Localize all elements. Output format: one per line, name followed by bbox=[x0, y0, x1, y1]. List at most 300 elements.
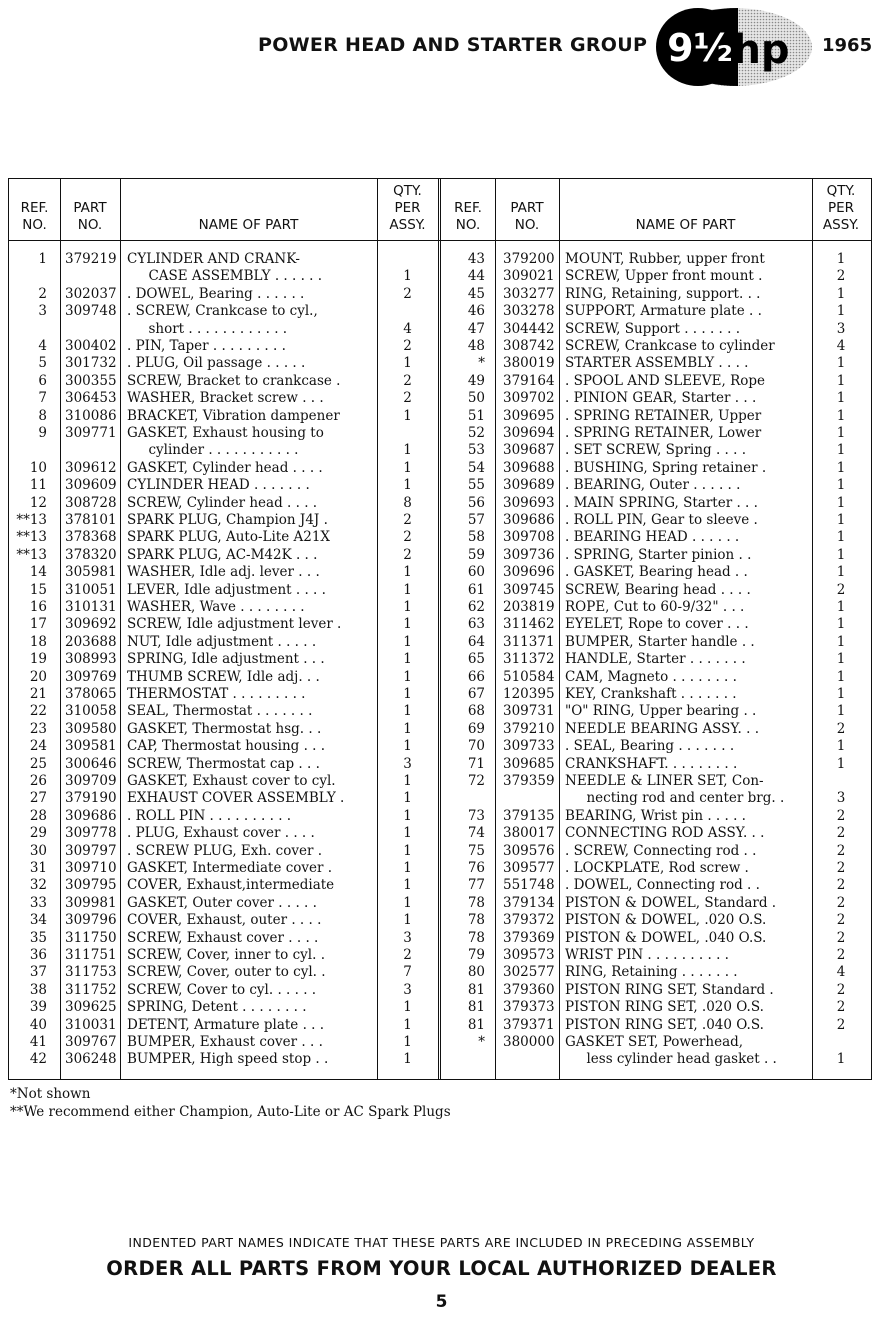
cell-part: 378320 bbox=[65, 546, 117, 563]
footnote-not-shown: *Not shown bbox=[10, 1086, 91, 1102]
cell-ref: 68 bbox=[467, 703, 485, 720]
cell-qty: 1 bbox=[403, 564, 412, 581]
cell-part: 380019 bbox=[503, 355, 555, 372]
col-header-ref: REF. NO. bbox=[20, 200, 49, 233]
cell-part: 310086 bbox=[65, 407, 117, 424]
cell-name: BEARING, Wrist pin . . . . . bbox=[565, 807, 746, 824]
table-row bbox=[9, 912, 870, 929]
cell-name: . BUSHING, Spring retainer . bbox=[565, 459, 767, 476]
cell-qty: 2 bbox=[836, 929, 846, 946]
cell-ref: 38 bbox=[29, 981, 47, 998]
cell-qty: 1 bbox=[403, 825, 412, 842]
table-row bbox=[9, 547, 870, 564]
cell-qty: 1 bbox=[403, 790, 412, 807]
table-row bbox=[9, 477, 870, 494]
cell-qty: 1 bbox=[403, 720, 412, 737]
table-row bbox=[9, 460, 870, 477]
cell-part: 379369 bbox=[503, 929, 555, 946]
cell-ref: 67 bbox=[467, 686, 485, 702]
cell-name: SCREW, Bracket to crankcase . bbox=[127, 372, 341, 389]
cell-name: BUMPER, High speed stop . . bbox=[127, 1051, 329, 1068]
cell-name: SPRING, Detent . . . . . . . . bbox=[127, 999, 307, 1016]
cell-qty: 1 bbox=[836, 459, 846, 476]
cell-name: "O" RING, Upper bearing . . bbox=[565, 703, 757, 720]
table-row bbox=[9, 877, 870, 894]
cell-qty: 2 bbox=[403, 512, 412, 528]
col-header-qty-right: QTY. PER ASSY. bbox=[822, 183, 860, 233]
cell-part: 379360 bbox=[503, 981, 555, 998]
cell-ref: 21 bbox=[29, 686, 47, 702]
cell-name: NUT, Idle adjustment . . . . . bbox=[127, 633, 317, 650]
col-header-name-right: NAME OF PART bbox=[635, 217, 736, 233]
cell-part: 308993 bbox=[65, 651, 117, 668]
cell-part: 309797 bbox=[65, 842, 117, 859]
cell-qty: 8 bbox=[403, 494, 412, 511]
cell-name: SPARK PLUG, Champion J4J . bbox=[127, 512, 328, 528]
cell-ref: 69 bbox=[467, 720, 485, 737]
table-row bbox=[9, 425, 870, 442]
cell-ref: **13 bbox=[16, 529, 47, 546]
cell-ref: 78 bbox=[467, 912, 485, 929]
cell-ref: 4 bbox=[38, 338, 47, 354]
cell-qty: 1 bbox=[403, 1051, 412, 1068]
cell-qty: 2 bbox=[836, 981, 846, 998]
table-row bbox=[9, 408, 870, 425]
cell-name: . MAIN SPRING, Starter . . . bbox=[565, 494, 758, 511]
cell-ref: 41 bbox=[29, 1034, 47, 1050]
cell-qty: 1 bbox=[836, 616, 846, 633]
table-row bbox=[9, 721, 870, 738]
cell-name: . PLUG, Exhaust cover . . . . bbox=[127, 825, 315, 842]
cell-part: 300355 bbox=[65, 372, 117, 389]
group-title: POWER HEAD AND STARTER GROUP bbox=[258, 34, 648, 56]
cell-qty: 1 bbox=[403, 1016, 412, 1033]
cell-ref: 18 bbox=[29, 633, 47, 650]
cell-part: 510584 bbox=[503, 668, 555, 685]
cell-name: . LOCKPLATE, Rod screw . bbox=[565, 860, 749, 876]
page-number: 5 bbox=[435, 1292, 448, 1312]
cell-ref: 54 bbox=[467, 459, 485, 476]
cell-ref: 51 bbox=[467, 407, 485, 424]
cell-ref: 45 bbox=[467, 285, 485, 302]
cell-qty: 2 bbox=[403, 947, 412, 963]
table-row bbox=[9, 808, 870, 825]
cell-ref: 39 bbox=[29, 999, 47, 1016]
cell-part: 309695 bbox=[503, 407, 555, 424]
cell-qty: 1 bbox=[403, 442, 412, 459]
cell-part: 309688 bbox=[503, 459, 555, 476]
cell-qty: 1 bbox=[403, 894, 412, 911]
cell-qty: 1 bbox=[836, 668, 846, 685]
cell-part: 309981 bbox=[65, 894, 117, 911]
cell-qty: 1 bbox=[836, 564, 846, 581]
footnote-spark-plugs: **We recommend either Champion, Auto-Lite or AC Spark Plugs bbox=[10, 1103, 451, 1120]
cell-name: WASHER, Idle adj. lever . . . bbox=[127, 564, 320, 581]
cell-part: 309778 bbox=[65, 825, 117, 842]
cell-part: 309573 bbox=[503, 947, 555, 963]
cell-qty: 1 bbox=[836, 477, 846, 494]
cell-part: 309769 bbox=[65, 668, 117, 685]
cell-ref: 71 bbox=[467, 755, 485, 772]
table-row bbox=[9, 373, 870, 390]
table-row bbox=[9, 512, 870, 529]
cell-part: 310131 bbox=[65, 599, 117, 615]
cell-ref: 1 bbox=[38, 251, 47, 267]
cell-part: 309733 bbox=[503, 738, 555, 755]
cell-ref: 5 bbox=[38, 355, 47, 372]
col-header-qty: QTY. PER ASSY. bbox=[389, 183, 426, 233]
cell-name: SCREW, Bearing head . . . . bbox=[565, 581, 751, 598]
cell-name: . PIN, Taper . . . . . . . . . bbox=[127, 338, 286, 354]
cell-ref: 31 bbox=[29, 860, 47, 876]
cell-ref: 48 bbox=[467, 338, 485, 354]
cell-name: NEEDLE BEARING ASSY. . . bbox=[565, 720, 760, 737]
cell-qty: 1 bbox=[403, 459, 412, 476]
cell-ref: 12 bbox=[29, 494, 47, 511]
cell-name: COVER, Exhaust, outer . . . . bbox=[127, 912, 322, 929]
cell-part: 304442 bbox=[503, 320, 555, 337]
cell-part: 378101 bbox=[65, 512, 117, 528]
cell-ref: 47 bbox=[467, 320, 485, 337]
cell-qty: 1 bbox=[836, 599, 846, 615]
cell-qty: 1 bbox=[836, 633, 846, 650]
cell-name: SCREW, Cover, outer to cyl. . bbox=[127, 964, 326, 981]
table-row bbox=[9, 982, 870, 999]
cell-part: 309625 bbox=[65, 999, 117, 1016]
col-header-part: PART NO. bbox=[73, 200, 107, 233]
cell-name: cylinder . . . . . . . . . . . bbox=[127, 442, 299, 459]
cell-qty: 1 bbox=[403, 877, 412, 894]
cell-part: 309745 bbox=[503, 581, 555, 598]
cell-name: GASKET, Exhaust housing to bbox=[127, 425, 324, 441]
table-row bbox=[9, 303, 870, 320]
cell-part: 309021 bbox=[503, 268, 555, 285]
cell-part: 378368 bbox=[65, 529, 117, 546]
table-row bbox=[9, 947, 870, 964]
cell-name: . ROLL PIN . . . . . . . . . . bbox=[127, 807, 292, 824]
cell-name: SCREW, Cover to cyl. . . . . . bbox=[127, 981, 317, 998]
cell-qty: 1 bbox=[836, 303, 846, 320]
cell-name: DETENT, Armature plate . . . bbox=[127, 1016, 325, 1033]
cell-name: SPARK PLUG, AC-M42K . . . bbox=[127, 546, 318, 563]
cell-qty: 1 bbox=[403, 738, 412, 755]
cell-name: . ROLL PIN, Gear to sleeve . bbox=[565, 512, 758, 528]
cell-part: 309710 bbox=[65, 860, 117, 876]
cell-name: STARTER ASSEMBLY . . . . bbox=[565, 355, 749, 372]
cell-part: 379164 bbox=[503, 372, 555, 389]
cell-ref: 37 bbox=[29, 964, 47, 981]
cell-part: 379134 bbox=[503, 894, 555, 911]
header-rule bbox=[9, 240, 871, 241]
cell-qty: 1 bbox=[836, 1051, 846, 1068]
cell-qty: 2 bbox=[403, 529, 412, 546]
cell-part: 311752 bbox=[65, 981, 117, 998]
cell-ref: 22 bbox=[29, 703, 47, 720]
cell-part: 311751 bbox=[65, 947, 117, 963]
cell-name: PISTON & DOWEL, .020 O.S. bbox=[565, 912, 767, 929]
table-row bbox=[9, 860, 870, 877]
cell-ref: **13 bbox=[16, 546, 47, 563]
cell-part: 309731 bbox=[503, 703, 555, 720]
cell-qty: 1 bbox=[836, 494, 846, 511]
cell-name: SPARK PLUG, Auto-Lite A21X bbox=[127, 529, 331, 546]
table-row bbox=[9, 599, 870, 616]
cell-qty: 1 bbox=[836, 755, 846, 772]
cell-ref: * bbox=[478, 1034, 485, 1050]
col-header-name: NAME OF PART bbox=[198, 217, 299, 233]
cell-ref: 55 bbox=[467, 477, 485, 494]
cell-qty: 2 bbox=[836, 877, 846, 894]
cell-qty: 2 bbox=[836, 825, 846, 842]
cell-name: . SPOOL AND SLEEVE, Rope bbox=[565, 372, 766, 389]
table-row bbox=[9, 738, 870, 755]
table-row bbox=[9, 442, 870, 459]
cell-part: 308728 bbox=[65, 494, 117, 511]
cell-ref: 34 bbox=[29, 912, 47, 929]
cell-ref: 20 bbox=[29, 668, 47, 685]
cell-qty: 1 bbox=[836, 512, 846, 528]
cell-ref: 40 bbox=[29, 1016, 47, 1033]
cell-ref: 14 bbox=[29, 564, 47, 581]
cell-part: 309689 bbox=[503, 477, 555, 494]
cell-part: 309696 bbox=[503, 564, 555, 581]
cell-qty: 2 bbox=[403, 546, 412, 563]
cell-part: 310031 bbox=[65, 1016, 117, 1033]
table-row bbox=[9, 651, 870, 668]
cell-name: SCREW, Upper front mount . bbox=[565, 268, 763, 285]
cell-qty: 1 bbox=[403, 842, 412, 859]
cell-qty: 2 bbox=[836, 720, 846, 737]
cell-ref: 76 bbox=[467, 860, 485, 876]
cell-qty: 1 bbox=[403, 355, 412, 372]
cell-qty: 2 bbox=[836, 581, 846, 598]
cell-qty: 4 bbox=[836, 964, 846, 981]
cell-ref: 77 bbox=[467, 877, 485, 894]
cell-part: 309581 bbox=[65, 738, 117, 755]
cell-qty: 2 bbox=[836, 894, 846, 911]
cell-part: 379190 bbox=[65, 790, 117, 807]
col-header-ref-right: REF. NO. bbox=[454, 200, 482, 233]
table-row bbox=[9, 390, 870, 407]
table-row bbox=[9, 251, 870, 268]
cell-qty: 2 bbox=[836, 842, 846, 859]
cell-ref: 33 bbox=[29, 894, 47, 911]
cell-ref: 53 bbox=[467, 442, 485, 459]
cell-qty: 1 bbox=[836, 407, 846, 424]
cell-name: SCREW, Cover, inner to cyl. . bbox=[127, 947, 325, 963]
cell-name: SCREW, Idle adjustment lever . bbox=[127, 616, 342, 633]
cell-part: 309702 bbox=[503, 390, 555, 407]
cell-part: 379135 bbox=[503, 807, 555, 824]
cell-qty: 1 bbox=[403, 1034, 412, 1050]
cell-ref: 8 bbox=[38, 407, 47, 424]
cell-qty: 1 bbox=[403, 773, 412, 789]
cell-qty: 2 bbox=[403, 285, 412, 302]
cell-part: 309736 bbox=[503, 546, 555, 563]
table-row bbox=[9, 825, 870, 842]
cell-ref: 65 bbox=[467, 651, 485, 668]
cell-ref: 62 bbox=[467, 599, 485, 615]
cell-ref: 63 bbox=[467, 616, 485, 633]
cell-name: PISTON RING SET, Standard . bbox=[565, 981, 774, 998]
cell-ref: 46 bbox=[467, 303, 485, 320]
cell-qty: 1 bbox=[403, 999, 412, 1016]
cell-part: 306453 bbox=[65, 390, 117, 407]
cell-ref: 74 bbox=[467, 825, 485, 842]
cell-qty: 2 bbox=[836, 807, 846, 824]
cell-name: PISTON & DOWEL, .040 O.S. bbox=[565, 929, 767, 946]
cell-ref: 10 bbox=[29, 459, 47, 476]
page-header bbox=[0, 0, 883, 100]
table-row bbox=[9, 529, 870, 546]
cell-name: MOUNT, Rubber, upper front bbox=[565, 251, 765, 267]
cell-part: 380017 bbox=[503, 825, 555, 842]
table-row bbox=[9, 321, 870, 338]
cell-part: 309612 bbox=[65, 459, 117, 476]
cell-part: 303278 bbox=[503, 303, 555, 320]
cell-part: 311750 bbox=[65, 929, 117, 946]
table-row bbox=[9, 495, 870, 512]
cell-ref: 57 bbox=[467, 512, 485, 528]
cell-qty: 1 bbox=[403, 616, 412, 633]
cell-ref: 61 bbox=[467, 581, 485, 598]
cell-name: . PINION GEAR, Starter . . . bbox=[565, 390, 757, 407]
table-row bbox=[9, 634, 870, 651]
table-row bbox=[9, 843, 870, 860]
cell-qty: 1 bbox=[836, 355, 846, 372]
cell-qty: 2 bbox=[836, 860, 846, 876]
cell-qty: 3 bbox=[403, 981, 412, 998]
cell-name: WASHER, Wave . . . . . . . . bbox=[127, 599, 305, 615]
cell-qty: 1 bbox=[836, 425, 846, 441]
cell-ref: **13 bbox=[16, 512, 47, 528]
cell-name: . SEAL, Bearing . . . . . . . bbox=[565, 738, 735, 755]
cell-qty: 1 bbox=[403, 581, 412, 598]
cell-part: 309576 bbox=[503, 842, 555, 859]
model-year: 1965 bbox=[822, 35, 873, 56]
cell-part: 309577 bbox=[503, 860, 555, 876]
cell-ref: 30 bbox=[29, 842, 47, 859]
cell-ref: 42 bbox=[29, 1051, 47, 1068]
cell-part: 302037 bbox=[65, 285, 117, 302]
cell-part: 305981 bbox=[65, 564, 117, 581]
cell-ref: 60 bbox=[467, 564, 485, 581]
cell-name: . SCREW PLUG, Exh. cover . bbox=[127, 842, 323, 859]
cell-name: THUMB SCREW, Idle adj. . . bbox=[127, 668, 320, 685]
table-row bbox=[9, 1017, 870, 1034]
cell-part: 309693 bbox=[503, 494, 555, 511]
cell-ref: 44 bbox=[467, 268, 485, 285]
cell-part: 311462 bbox=[503, 616, 555, 633]
footnotes bbox=[10, 1086, 451, 1121]
cell-ref: 80 bbox=[467, 964, 485, 981]
cell-part: 302577 bbox=[503, 964, 555, 981]
cell-name: CAP, Thermostat housing . . . bbox=[127, 738, 326, 755]
badge-number: 9½ bbox=[667, 26, 733, 70]
cell-ref: 19 bbox=[29, 651, 47, 668]
col-header-part-right: PART NO. bbox=[510, 200, 544, 233]
cell-name: . SPRING RETAINER, Lower bbox=[565, 425, 762, 441]
cell-qty: 1 bbox=[403, 651, 412, 668]
table-row bbox=[9, 999, 870, 1016]
cell-part: 379219 bbox=[65, 251, 117, 267]
cell-ref: 49 bbox=[467, 372, 485, 389]
cell-name: CRANKSHAFT. . . . . . . . . bbox=[565, 755, 738, 772]
cell-qty: 1 bbox=[836, 738, 846, 755]
cell-ref: 7 bbox=[38, 390, 47, 407]
cell-part: 309687 bbox=[503, 442, 555, 459]
cell-part: 309748 bbox=[65, 303, 117, 320]
cell-part: 379371 bbox=[503, 1016, 555, 1033]
cell-ref: 36 bbox=[29, 947, 47, 963]
cell-qty: 3 bbox=[403, 755, 412, 772]
cell-ref: * bbox=[478, 355, 485, 372]
parts-table bbox=[8, 178, 872, 1080]
cell-qty: 4 bbox=[403, 320, 412, 337]
cell-qty: 2 bbox=[836, 1016, 846, 1033]
cell-name: necting rod and center brg. . bbox=[565, 790, 785, 807]
cell-qty: 1 bbox=[403, 807, 412, 824]
table-row bbox=[9, 964, 870, 981]
cell-part: 309685 bbox=[503, 755, 555, 772]
cell-qty: 1 bbox=[836, 686, 846, 702]
indented-parts-note: INDENTED PART NAMES INDICATE THAT THESE PARTS ARE INCLUDED IN PRECEDING ASSEMBLY bbox=[128, 1235, 755, 1250]
cell-qty: 1 bbox=[403, 703, 412, 720]
cell-name: . SET SCREW, Spring . . . . bbox=[565, 442, 747, 459]
cell-ref: 78 bbox=[467, 929, 485, 946]
cell-name: . SCREW, Connecting rod . . bbox=[565, 842, 757, 859]
cell-name: . BEARING, Outer . . . . . . bbox=[565, 477, 741, 494]
cell-qty: 2 bbox=[836, 947, 846, 963]
table-row bbox=[9, 669, 870, 686]
cell-name: GASKET, Thermostat hsg. . . bbox=[127, 720, 322, 737]
cell-ref: 75 bbox=[467, 842, 485, 859]
cell-name: . PLUG, Oil passage . . . . . bbox=[127, 355, 306, 372]
cell-ref: 81 bbox=[467, 999, 485, 1016]
cell-ref: 81 bbox=[467, 981, 485, 998]
cell-part: 300402 bbox=[65, 338, 117, 354]
table-row bbox=[9, 790, 870, 807]
cell-ref: 43 bbox=[467, 251, 485, 267]
cell-name: BUMPER, Starter handle . . bbox=[565, 633, 755, 650]
cell-part: 309609 bbox=[65, 477, 117, 494]
cell-qty: 3 bbox=[403, 929, 412, 946]
cell-part: 379359 bbox=[503, 773, 555, 789]
cell-part: 308742 bbox=[503, 338, 555, 354]
cell-qty: 2 bbox=[403, 390, 412, 407]
cell-part: 379210 bbox=[503, 720, 555, 737]
cell-ref: 28 bbox=[29, 807, 47, 824]
cell-part: 311753 bbox=[65, 964, 117, 981]
cell-part: 310058 bbox=[65, 703, 117, 720]
cell-qty: 7 bbox=[403, 964, 412, 981]
cell-name: PISTON RING SET, .040 O.S. bbox=[565, 1016, 764, 1033]
cell-name: . BEARING HEAD . . . . . . bbox=[565, 529, 740, 546]
cell-ref: 56 bbox=[467, 494, 485, 511]
table-row bbox=[9, 756, 870, 773]
cell-name: . DOWEL, Connecting rod . . bbox=[565, 877, 760, 894]
cell-part: 379373 bbox=[503, 999, 555, 1016]
cell-ref: 78 bbox=[467, 894, 485, 911]
cell-name: WRIST PIN . . . . . . . . . . bbox=[565, 947, 729, 963]
cell-ref: 3 bbox=[38, 303, 47, 320]
cell-ref: 64 bbox=[467, 633, 485, 650]
cell-ref: 81 bbox=[467, 1016, 485, 1033]
cell-ref: 15 bbox=[29, 581, 47, 598]
cell-qty: 1 bbox=[836, 390, 846, 407]
cell-part: 309692 bbox=[65, 616, 117, 633]
cell-name: EXHAUST COVER ASSEMBLY . bbox=[127, 790, 345, 807]
